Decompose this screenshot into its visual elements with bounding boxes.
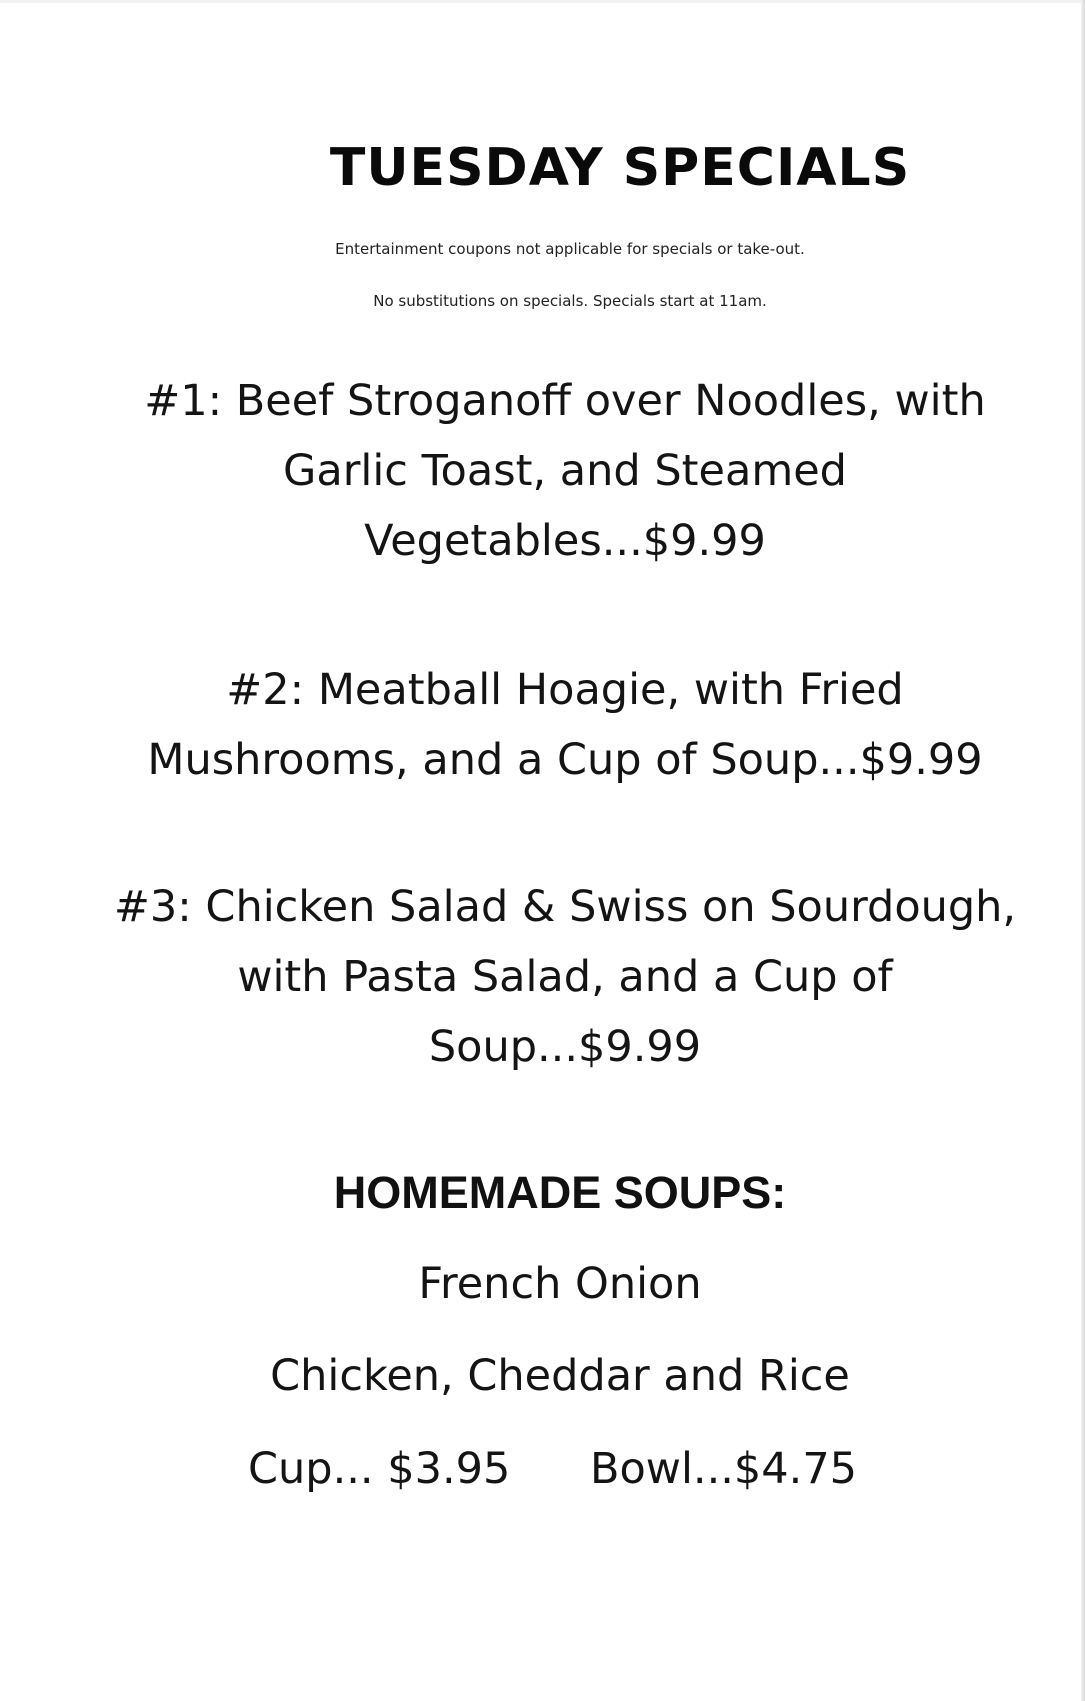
special-3	[0, 872, 1085, 1082]
scan-edge-top	[0, 0, 1085, 3]
special-3-line-2: with Pasta Salad, and a Cup of	[237, 952, 893, 1002]
special-1	[0, 366, 1085, 576]
soup-item-chicken-cheddar-rice: Chicken, Cheddar and Rice	[270, 1351, 850, 1401]
substitution-note: No substitutions on specials. Specials start at 11am.	[373, 292, 767, 310]
special-3-line-3: Soup...$9.99	[428, 1022, 702, 1072]
special-1-line-2: Garlic Toast, and Steamed	[283, 446, 847, 496]
special-3-line-1: #3: Chicken Salad & Swiss on Sourdough,	[113, 882, 1017, 932]
soups-heading: HOMEMADE SOUPS:	[333, 1167, 787, 1218]
menu-title: TUESDAY SPECIALS	[329, 138, 911, 198]
special-2	[0, 655, 1085, 795]
coupon-note: Entertainment coupons not applicable for specials or take-out.	[335, 240, 805, 258]
special-2-line-1: #2: Meatball Hoagie, with Fried	[226, 665, 904, 715]
special-1-line-3: Vegetables...$9.99	[364, 516, 766, 566]
soup-cup-price: Cup... $3.95	[248, 1444, 511, 1494]
special-1-line-1: #1: Beef Stroganoff over Noodles, with	[144, 376, 986, 426]
soup-item-french-onion: French Onion	[418, 1259, 702, 1309]
special-2-line-2: Mushrooms, and a Cup of Soup...$9.99	[147, 735, 983, 785]
soup-bowl-price: Bowl...$4.75	[590, 1444, 858, 1494]
